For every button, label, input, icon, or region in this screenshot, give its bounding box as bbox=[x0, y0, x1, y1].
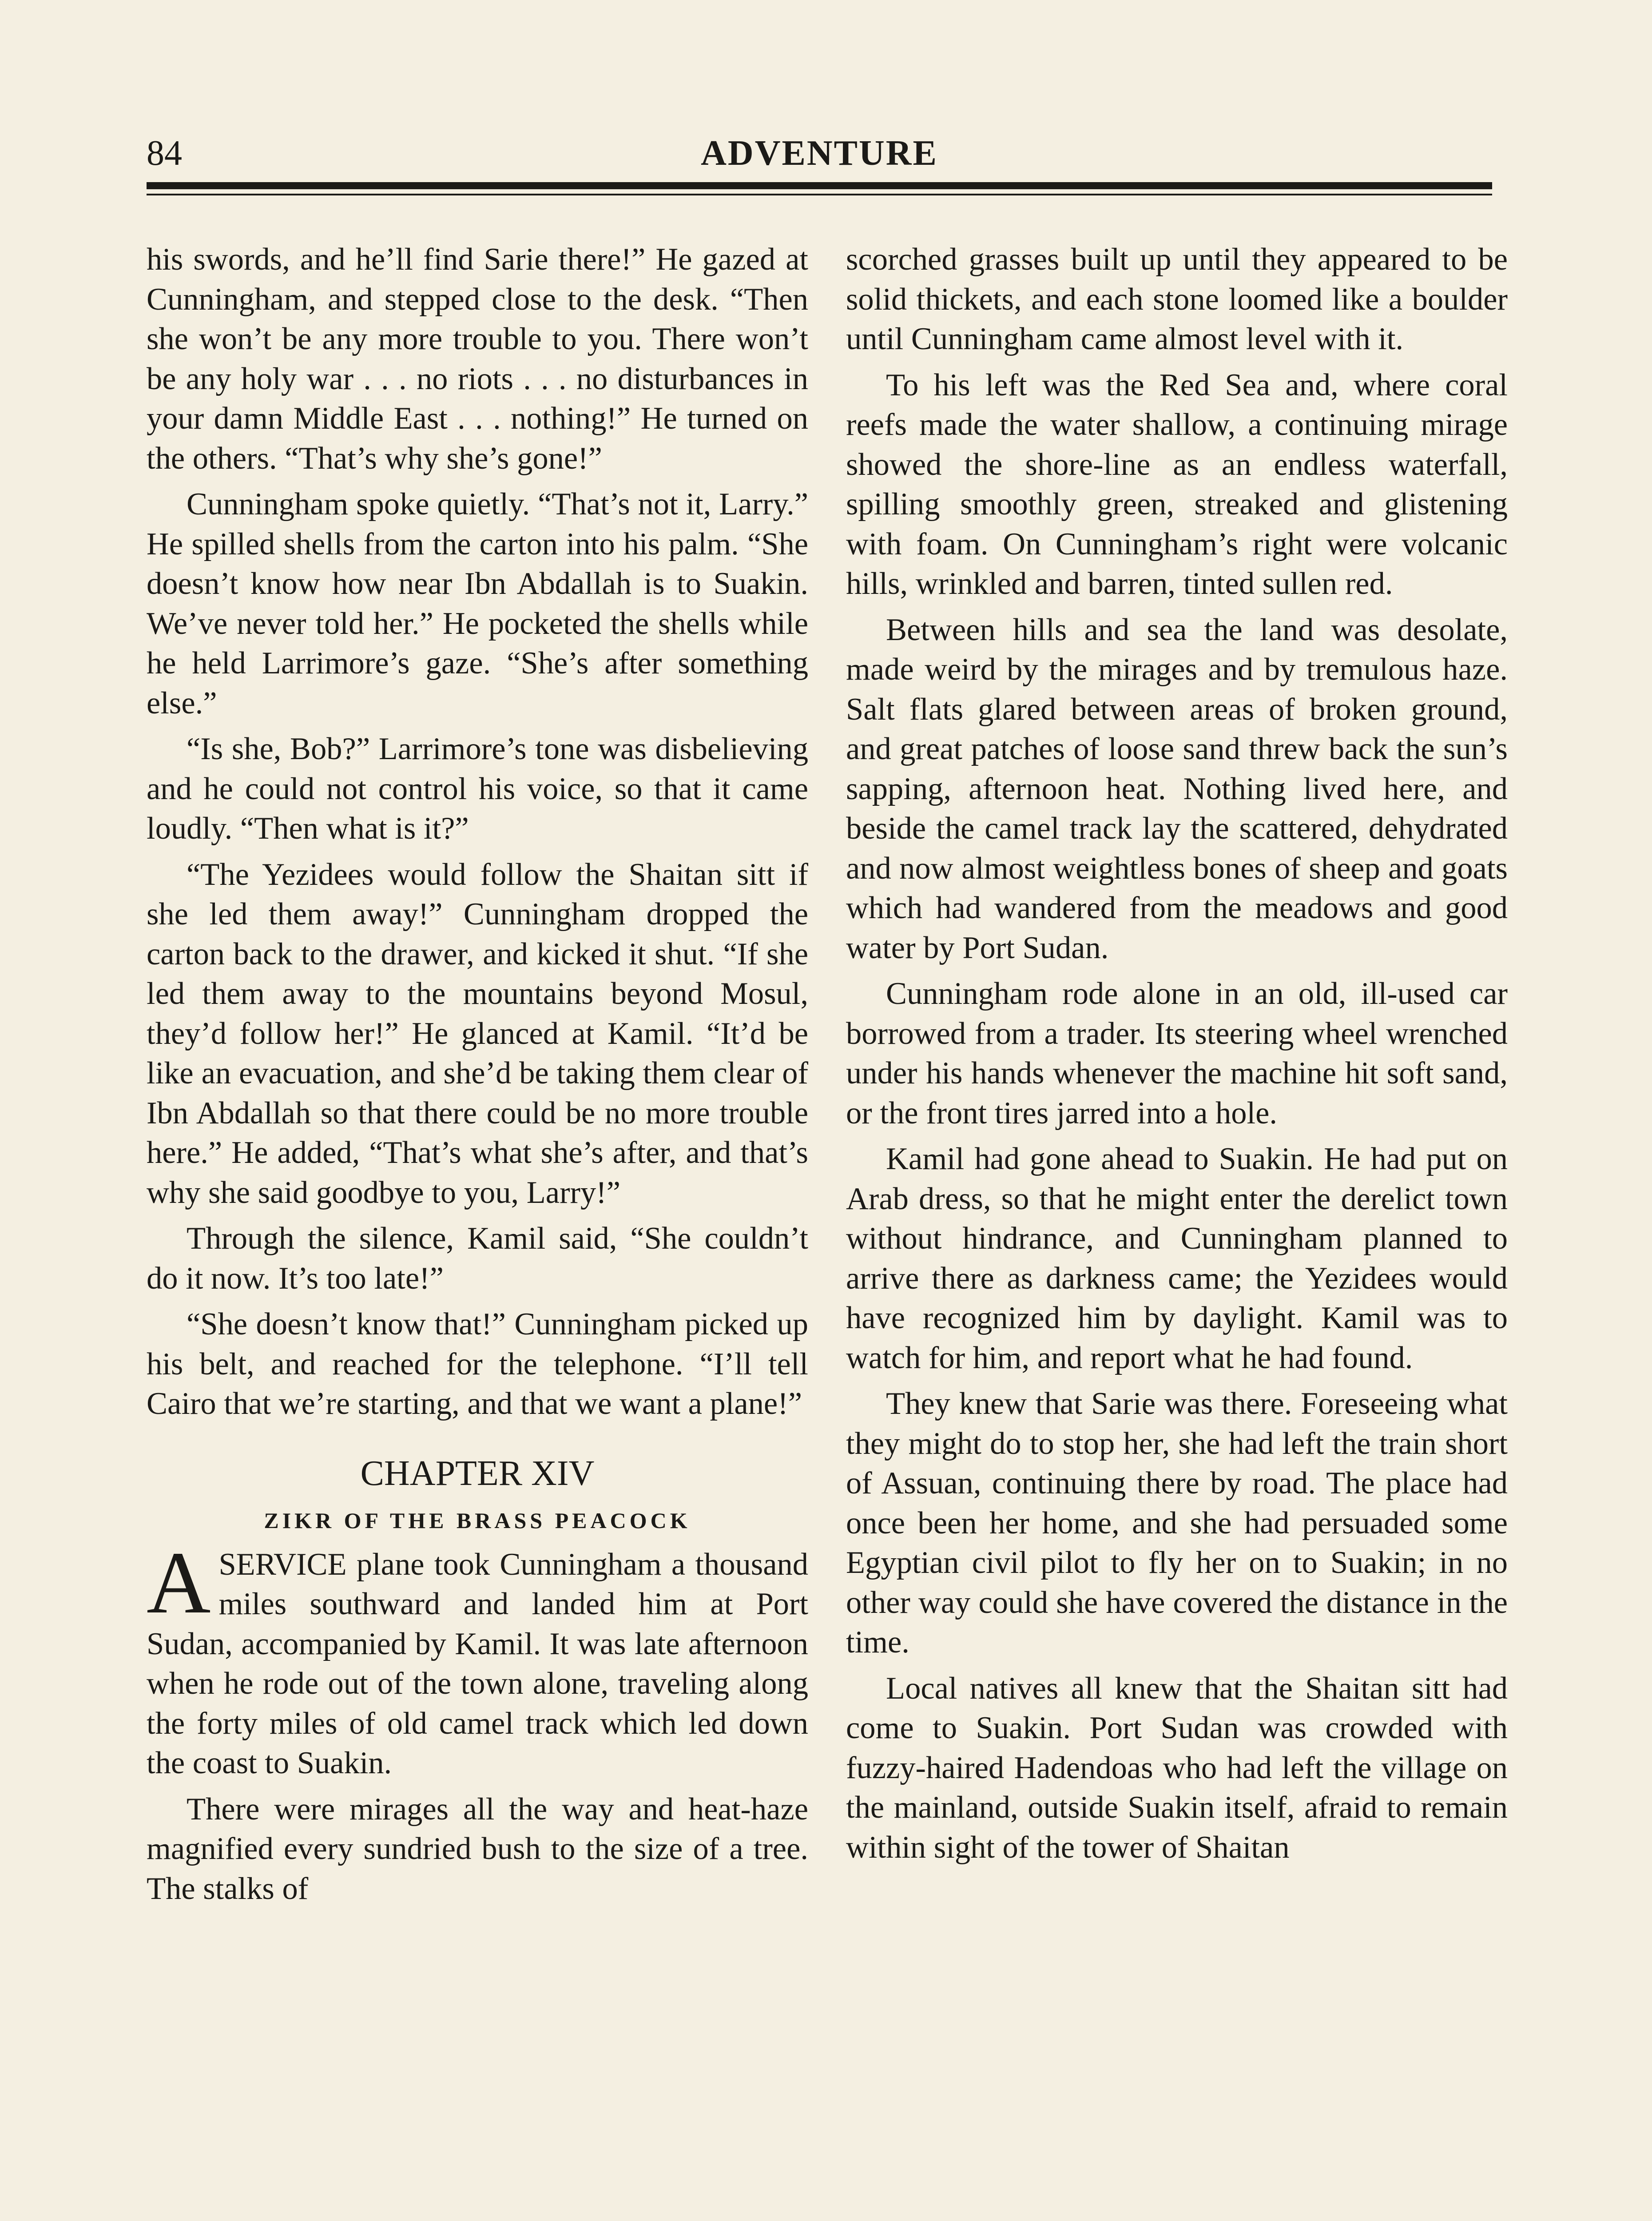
drop-cap: A bbox=[147, 1533, 211, 1632]
chapter-subtitle: ZIKR OF THE BRASS PEACOCK bbox=[264, 1508, 691, 1533]
right-column bbox=[846, 240, 1508, 1874]
paragraph: “She doesn’t know that!” Cunningham picked up his belt, and reached for the telephone. “I’ll tell Cairo that we’re starting, and that we want a plane!” bbox=[147, 1307, 808, 1421]
paragraph: Local natives all knew that the Shaitan sitt had come to Suakin. Port Sudan was crowded with fuzzy-haired Hadendoas who had left the village on the mainland, outside Suakin itself, afraid to remain within sight of the tower of Shaitan bbox=[846, 1671, 1508, 1865]
paragraph: Between hills and sea the land was desolate, made weird by the mirages and by tremulous haze. Salt flats glared between areas of broken ground, and great patches of loose sand threw back the sun’s sapping, afternoon heat. Nothing lived here, and beside the camel track lay the scattered, dehydrated and now almost weightless bones of sheep and goats which had wandered from the meadows and good water by Port Sudan. bbox=[846, 612, 1508, 965]
paragraph: Kamil had gone ahead to Suakin. He had put on Arab dress, so that he might enter the derelict town without hindrance, and Cunningham planned to arrive there as darkness came; the Yezidees would have recognized him by daylight. Kamil was to watch for him, and report what he had found. bbox=[846, 1142, 1508, 1375]
chapter-opening-text: SERVICE plane took Cunningham a thousand miles southward and landed him at Port Sudan, accompanied by Kamil. It was late afternoon when he rode out of the town alone, traveling along the forty miles of old camel track which led down the coast to Suakin. bbox=[147, 1547, 808, 1780]
paragraph: Cunningham spoke quietly. “That’s not it, Larry.” He spilled shells from the carton into his palm. “She doesn’t know how near Ibn Abdallah is to Suakin. We’ve never told her.” He pocketed the shells while he held Larrimore’s gaze. “She’s after something else.” bbox=[147, 487, 808, 720]
paragraph: his swords, and he’ll find Sarie there!” He gazed at Cunningham, and stepped close to the desk. “Then she won’t be any more trouble to you. There won’t be any holy war . . . no riots . . . no disturbances in your damn Middle East . . . nothing!” He turned on the others. “That’s why she’s gone!” bbox=[147, 242, 808, 476]
left-column bbox=[147, 240, 808, 1915]
chapter-opening-paragraph bbox=[147, 1533, 808, 1783]
paragraph: “Is she, Bob?” Larrimore’s tone was disbelieving and he could not control his voice, so that it came loudly. “Then what is it?” bbox=[147, 732, 808, 846]
header-rule-thin bbox=[147, 194, 1492, 195]
paragraph: There were mirages all the way and heat-haze magnified every sundried bush to the size of a tree. The stalks of bbox=[147, 1791, 808, 1906]
paragraph: scorched grasses built up until they appeared to be solid thickets, and each stone loomed like a boulder until Cunningham came almost level with it. bbox=[846, 242, 1508, 356]
paragraph: Through the silence, Kamil said, “She couldn’t do it now. It’s too late!” bbox=[147, 1221, 808, 1296]
chapter-title: CHAPTER XIV bbox=[360, 1453, 595, 1493]
paragraph: Cunningham rode alone in an old, ill-used car borrowed from a trader. Its steering wheel wrenched under his hands whenever the machine hit soft sand, or the front tires jarred into a hole. bbox=[846, 976, 1508, 1130]
paragraph: They knew that Sarie was there. Foreseeing what they might do to stop her, she had left the train short of Assuan, continuing there by road. The place had once been her home, and she had persuaded some Egyptian civil pilot to fly her on to Suakin; in no other way could she have covered the distance in the time. bbox=[846, 1386, 1508, 1660]
running-title: ADVENTURE bbox=[701, 134, 938, 173]
paragraph: “The Yezidees would follow the Shaitan sitt if she led them away!” Cunningham dropped the carton back to the drawer, and kicked it shut. “If she led them away to the mountains beyond Mosul, they’d follow her!” He glanced at Kamil. “It’d be like an evacuation, and she’d be taking them clear of Ibn Abdallah so that there could be no more trouble here.” He added, “That’s what she’s after, and that’s why she said goodbye to you, Larry!” bbox=[147, 857, 808, 1210]
header-rule-thick bbox=[147, 182, 1492, 189]
page-header bbox=[147, 129, 1492, 178]
paragraph: To his left was the Red Sea and, where coral reefs made the water shallow, a continuing mirage showed the shore-line as an endless waterfall, spilling smoothly green, streaked and glistening with foam. On Cunningham’s right were volcanic hills, wrinkled and barren, tinted sullen red. bbox=[846, 367, 1508, 601]
page-number: 84 bbox=[147, 134, 182, 173]
